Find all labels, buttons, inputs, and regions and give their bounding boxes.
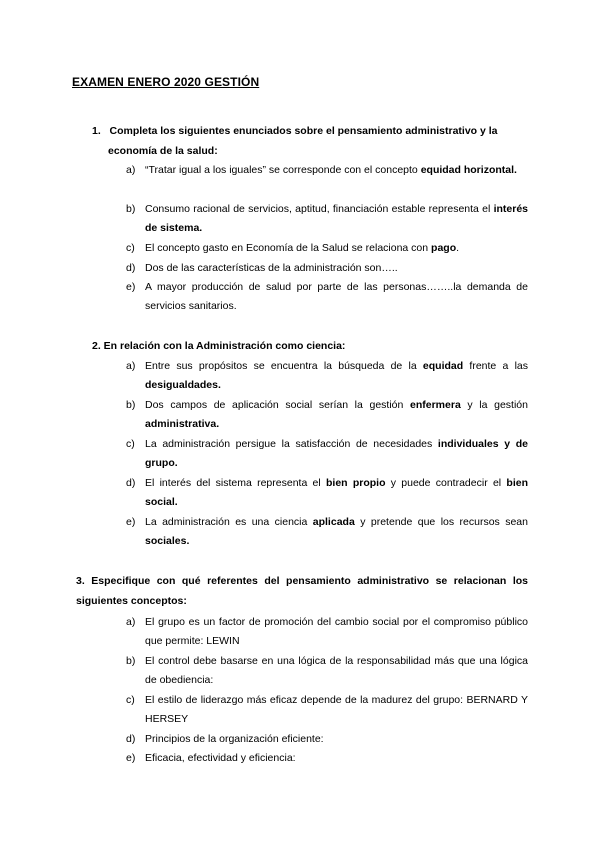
exam-title: EXAMEN ENERO 2020 GESTIÓN xyxy=(72,75,260,89)
item-label: e) xyxy=(126,516,136,528)
section-2-item-a xyxy=(126,357,528,395)
item-bold-text: interés de sistema. xyxy=(145,203,528,234)
item-bold-text-2: bien social. xyxy=(145,477,528,508)
item-text-tail: . xyxy=(456,242,460,254)
item-bold-text-2: desigualdades. xyxy=(145,379,221,391)
section-1-heading-line2: economía de la salud: xyxy=(108,145,218,157)
item-label: d) xyxy=(126,733,136,745)
item-label: b) xyxy=(126,655,136,667)
item-bold-text: enfermera xyxy=(410,399,461,411)
section-3-item-a xyxy=(126,613,528,651)
item-text-mid: frente a las xyxy=(463,360,528,372)
item-text: A mayor producción de salud por parte de las personas……..la demanda de servicios sanitarios. xyxy=(145,281,528,312)
item-label: a) xyxy=(126,616,136,628)
item-bold-text: equidad xyxy=(422,360,464,372)
item-label: a) xyxy=(126,360,136,372)
section-1-heading xyxy=(92,121,532,161)
item-text-mid: y la gestión xyxy=(460,399,528,411)
item-label: b) xyxy=(126,203,136,215)
item-text-mid: y pretende que los recursos sean xyxy=(354,516,528,528)
item-text: Entre sus propósitos se encuentra la búsqueda de la xyxy=(145,360,423,372)
section-3-item-c xyxy=(126,691,528,729)
section-1-item-e xyxy=(126,278,528,316)
item-bold-text: bien propio xyxy=(326,477,386,489)
item-bold-text: pago xyxy=(431,242,457,254)
item-bold-text-2: administrativa. xyxy=(145,418,220,430)
item-bold-text: equidad horizontal. xyxy=(420,164,517,176)
section-1-item-a xyxy=(126,161,528,180)
item-label: c) xyxy=(126,694,135,706)
item-text: El concepto gasto en Economía de la Salud se relaciona con xyxy=(145,242,432,254)
section-3-item-d xyxy=(126,730,528,749)
item-text-mid: y puede contradecir el xyxy=(385,477,507,489)
item-text: El grupo es un factor de promoción del cambio social por el compromiso público que permite: LEWIN xyxy=(145,616,528,647)
section-1-item-b xyxy=(126,200,528,238)
item-text: Dos de las características de la administración son….. xyxy=(145,262,398,274)
section-3-heading-line1: 3. Especifique con qué referentes del pensamiento administrativo se relacionan los xyxy=(76,575,528,587)
section-2-item-d xyxy=(126,474,528,512)
item-text: Principios de la organización eficiente: xyxy=(145,733,324,745)
item-label: d) xyxy=(126,262,136,274)
section-3-item-b xyxy=(126,652,528,690)
item-bold-text: aplicada xyxy=(312,516,355,528)
item-text: La administración persigue la satisfacción de necesidades xyxy=(145,438,438,450)
item-text: Consumo racional de servicios, aptitud, financiación estable representa el xyxy=(145,203,494,215)
item-label: b) xyxy=(126,399,136,411)
item-text: Eficacia, efectividad y eficiencia: xyxy=(145,752,296,764)
item-bold-text: individuales y de grupo. xyxy=(145,438,528,469)
section-1-heading-line1: 1. Completa los siguientes enunciados sobre el pensamiento administrativo y la xyxy=(92,125,498,137)
section-3-item-e xyxy=(126,749,528,768)
item-text: La administración es una ciencia xyxy=(145,516,313,528)
item-text: “Tratar igual a los iguales” se corresponde con el concepto xyxy=(145,164,421,176)
item-label: d) xyxy=(126,477,136,489)
item-label: c) xyxy=(126,242,135,254)
section-3-heading-line2: siguientes conceptos: xyxy=(76,595,187,607)
item-text: El estilo de liderazgo más eficaz depende de la madurez del grupo: BERNARD Y HERSEY xyxy=(145,694,528,725)
item-label: e) xyxy=(126,752,136,764)
item-label: c) xyxy=(126,438,135,450)
item-text: El control debe basarse en una lógica de la responsabilidad más que una lógica de obediencia: xyxy=(145,655,528,686)
item-text: Dos campos de aplicación social serían la gestión xyxy=(145,399,410,411)
section-1-item-d xyxy=(126,259,528,278)
item-label: e) xyxy=(126,281,136,293)
section-2-item-c xyxy=(126,435,528,473)
section-2-item-b xyxy=(126,396,528,434)
item-label: a) xyxy=(126,164,136,176)
section-3-heading xyxy=(76,571,528,611)
section-2-heading: 2. En relación con la Administración como ciencia: xyxy=(92,340,346,352)
section-1-item-c xyxy=(126,239,528,258)
item-text: El interés del sistema representa el xyxy=(145,477,326,489)
item-bold-text-2: sociales. xyxy=(145,535,190,547)
section-2-item-e xyxy=(126,513,528,551)
